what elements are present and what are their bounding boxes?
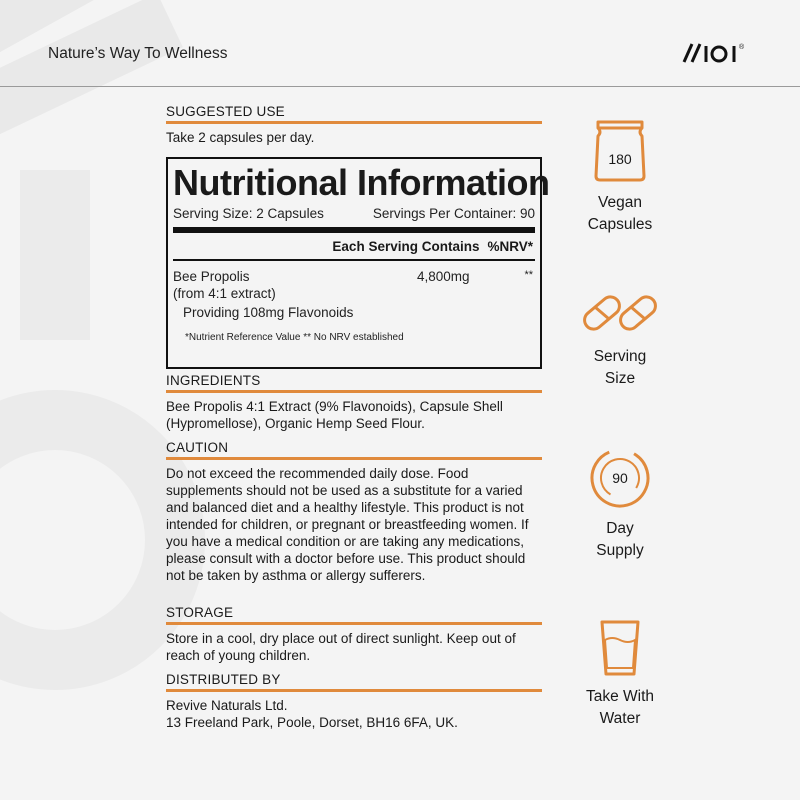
storage-section	[166, 605, 542, 664]
ingredients-body: Bee Propolis 4:1 Extract (9% Flavonoids), Capsule Shell (Hypromellose), Organic Hemp Seed Flour.	[166, 399, 503, 431]
item-nrv: **	[524, 269, 533, 281]
day-supply-icon	[588, 446, 652, 510]
water-glass-icon	[598, 618, 642, 678]
feature-label	[560, 346, 680, 390]
ingredients-section	[166, 373, 542, 432]
nutrition-footnote: *Nutrient Reference Value ** No NRV established	[185, 332, 404, 343]
feature-label-line: Serving	[593, 348, 647, 365]
suggested-use-body: Take 2 capsules per day.	[166, 130, 315, 145]
feature-label	[560, 686, 680, 730]
feature-label-line: Supply	[596, 542, 644, 559]
section-rule	[166, 457, 542, 460]
item-name: Bee Propolis	[173, 269, 250, 284]
svg-text:®: ®	[739, 44, 745, 51]
servings-per-container: Servings Per Container: 90	[372, 206, 535, 221]
suggested-use-section	[166, 104, 542, 146]
storage-body: Store in a cool, dry place out of direct sunlight. Keep out of reach of young children.	[166, 631, 516, 663]
feature-label-line: Take With	[585, 688, 655, 705]
header-divider	[0, 86, 800, 87]
feature-label-line: Day	[606, 520, 634, 537]
section-rule	[166, 689, 542, 692]
distributed-by-section	[166, 672, 542, 731]
item-detail: (from 4:1 extract)	[173, 286, 276, 301]
nutrition-item-row	[173, 269, 535, 284]
column-each-serving: Each Serving Contains	[332, 239, 480, 254]
nutrition-column-header	[173, 239, 535, 254]
distributed-by-heading: DISTRIBUTED BY	[166, 672, 281, 687]
serving-row	[173, 206, 535, 221]
caution-body: Do not exceed the recommended daily dose. Food supplements should not be used as a substitute for a varied and balanced diet and a healthy lifestyle. This product is not intended for children, or pregnant or breastfeeding women. If you have a medical condition or are taking any medications, please consult with a doctor before use. This product should not be taken by asthma or allergy sufferers.	[166, 466, 529, 583]
pouch-count: 180	[608, 151, 632, 167]
pouch-icon	[590, 118, 650, 184]
day-count: 90	[612, 470, 628, 486]
feature-label-line: Size	[604, 370, 636, 387]
caution-heading: CAUTION	[166, 440, 229, 455]
nutrition-heavy-rule	[173, 227, 535, 233]
feature-serving-size	[560, 290, 680, 390]
nutrition-thin-rule	[173, 259, 535, 261]
feature-vegan-capsules	[560, 118, 680, 236]
distributor-address: 13 Freeland Park, Poole, Dorset, BH16 6FA, UK.	[166, 715, 458, 730]
suggested-use-heading: SUGGESTED USE	[166, 104, 285, 119]
nutrition-panel	[166, 157, 550, 369]
serving-size: Serving Size: 2 Capsules	[173, 206, 324, 221]
feature-label-line: Capsules	[587, 216, 653, 233]
section-rule	[166, 390, 542, 393]
feature-label-line: Water	[599, 710, 641, 727]
section-rule	[166, 622, 542, 625]
feature-label	[560, 518, 680, 562]
nutrition-title: Nutritional Information	[173, 162, 550, 203]
brand-logo	[682, 40, 754, 64]
feature-label-line: Vegan	[598, 194, 642, 211]
feature-label	[560, 192, 680, 236]
storage-heading: STORAGE	[166, 605, 234, 620]
tagline: Nature’s Way To Wellness	[48, 45, 228, 62]
ingredients-heading: INGREDIENTS	[166, 373, 261, 388]
distributor-name: Revive Naturals Ltd.	[166, 698, 288, 713]
caution-section	[166, 440, 542, 584]
item-amount: 4,800mg	[417, 269, 470, 284]
feature-day-supply	[560, 446, 680, 562]
column-nrv: %NRV*	[487, 239, 533, 254]
item-sub: Providing 108mg Flavonoids	[183, 305, 354, 320]
section-rule	[166, 121, 542, 124]
feature-take-with-water	[560, 618, 680, 730]
capsules-icon	[578, 290, 662, 338]
